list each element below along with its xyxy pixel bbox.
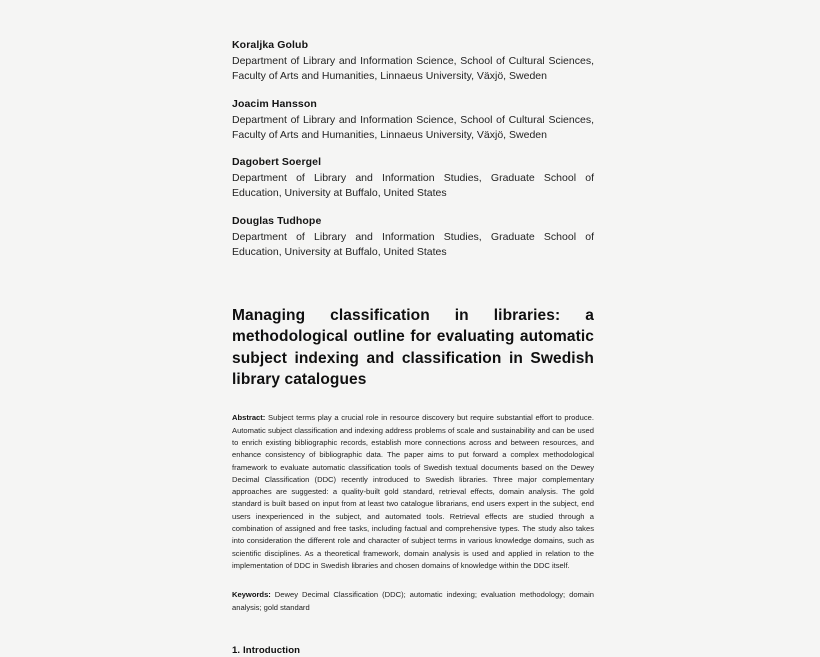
abstract-text: Subject terms play a crucial role in resource discovery but require substantial effort to produce. Automatic subject classification and indexing address problems of scale and sustainability and can be used to enrich existing bibliographic records, establish more connections across and between resources, and enhance consistency of bibliographic data. The paper aims to put forward a complex methodological framework to evaluate automatic classification tools of Swedish textual documents based on the Dewey Decimal Classification (DDC) recently introduced to Swedish libraries. Three major complementary approaches are suggested: a quality-built gold standard, retrieval effects, domain analysis. The gold standard is built based on input from at least two catalogue librarians, end users expert in the subject, end users inexperienced in the subject, and automated tools. Retrieval effects are studied through a combination of assigned and free tasks, including factual and comprehensive types. The study also takes into consideration the different role and character of subject terms in various knowledge domains, such as scientific disciplines. As a theoretical framework, domain analysis is used and applied in relation to the implementation of DDC in Swedish libraries and chosen domains of knowledge within the DDC itself. <box>232 413 594 570</box>
author-block <box>232 214 594 260</box>
abstract-paragraph <box>232 390 594 572</box>
keywords-label: Keywords: <box>232 590 271 600</box>
author-name: Dagobert Soergel <box>232 156 322 169</box>
author-affiliation: Department of Library and Information Science, School of Cultural Sciences, Faculty of Arts and Humanities, Linnaeus University, Växjö, Sweden <box>232 54 594 82</box>
author-block <box>232 155 594 201</box>
abstract-label: Abstract: <box>232 413 266 423</box>
author-affiliation: Department of Library and Information Studies, Graduate School of Education, University at Buffalo, United States <box>232 231 594 258</box>
keywords-paragraph <box>232 572 594 614</box>
author-name: Koraljka Golub <box>232 39 309 51</box>
author-block <box>232 97 594 143</box>
page-title: Managing classification in libraries: a methodological outline for evaluating automatic subject indexing and classification in Swedish library catalogues <box>232 306 594 388</box>
section-heading-introduction: 1. Introduction <box>232 644 301 656</box>
author-affiliation: Department of Library and Information Science, School of Cultural Sciences, Faculty of Arts and Humanities, Linnaeus University, Växjö, Sweden <box>232 113 594 141</box>
author-name: Joacim Hansson <box>232 97 317 110</box>
author-block <box>232 38 594 84</box>
keywords-text: Dewey Decimal Classification (DDC); automatic indexing; evaluation methodology; domain analysis; gold standard <box>232 590 594 612</box>
author-name: Douglas Tudhope <box>232 215 322 228</box>
page-content-column <box>232 38 594 657</box>
author-affiliation: Department of Library and Information Studies, Graduate School of Education, University at Buffalo, United States <box>232 172 594 200</box>
